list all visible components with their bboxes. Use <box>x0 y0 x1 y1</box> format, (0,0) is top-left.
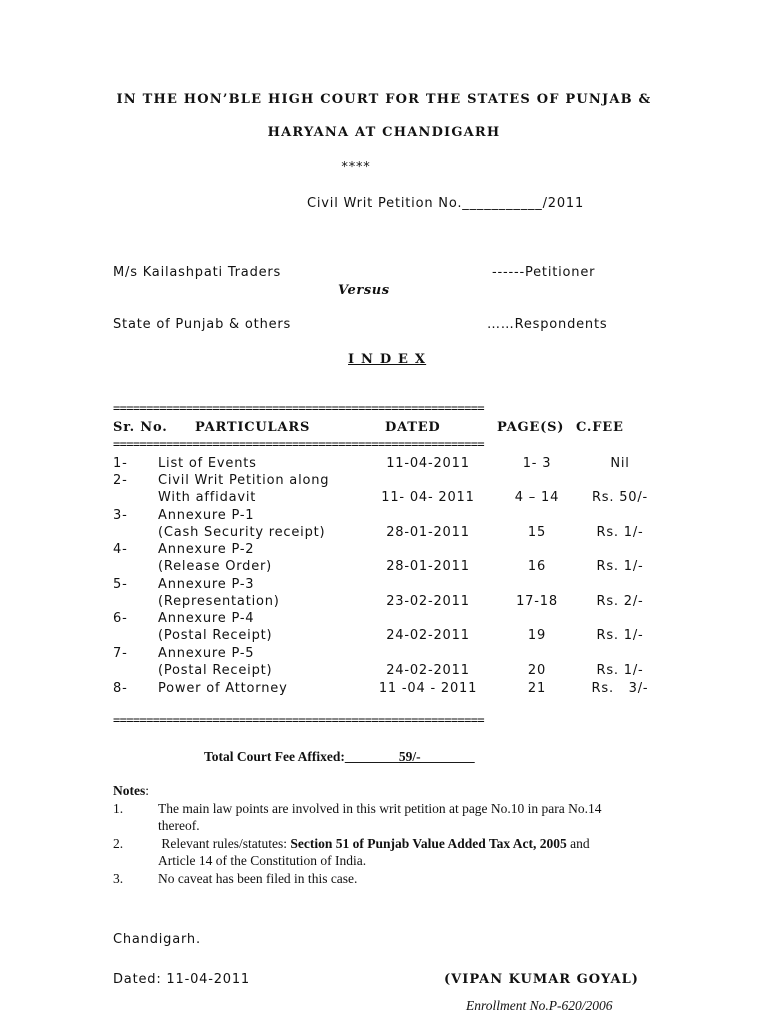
row-particulars: (Postal Receipt) <box>158 663 273 678</box>
respondent-name: State of Punjab & others <box>113 317 292 332</box>
row-particulars: Annexure P-5 <box>158 646 255 661</box>
notes-heading <box>113 783 149 799</box>
total-label: Total Court Fee Affixed: <box>204 749 345 764</box>
header-pages: PAGE(S) <box>497 420 565 435</box>
row-particulars: Annexure P-3 <box>158 577 255 592</box>
row-pages: 15 <box>527 525 547 540</box>
stars-separator: **** <box>341 160 371 175</box>
row-pages: 16 <box>527 559 547 574</box>
note-1-line1: The main law points are involved in this writ petition at page No.10 in para No.14 <box>158 801 602 816</box>
table-rule-bottom: ======================================================== <box>113 713 484 727</box>
row-pages: 19 <box>527 628 547 643</box>
note-2-statute: Section 51 of Punjab Value Added Tax Act, 2005 <box>290 836 567 851</box>
enrollment-number: Enrollment No.P-620/2006 <box>466 998 613 1013</box>
court-title-line1: IN THE HON’BLE HIGH COURT FOR THE STATES OF PUNJAB & <box>116 92 652 107</box>
note-3-num: 3. <box>113 871 124 886</box>
note-1-line2: thereof. <box>158 818 200 833</box>
row-fee: Rs. 1/- <box>596 525 644 540</box>
row-sr: 3- <box>113 508 128 523</box>
table-rule-header: ======================================================== <box>113 437 484 451</box>
table-rule-top: ======================================================== <box>113 401 484 415</box>
notes-colon: : <box>145 783 150 798</box>
notes-title: Notes <box>113 783 146 798</box>
row-dated: 24-02-2011 <box>386 628 470 643</box>
row-dated: 28-01-2011 <box>386 525 470 540</box>
row-pages: 4 – 14 <box>514 490 560 505</box>
row-sr: 6- <box>113 611 128 626</box>
row-fee: Rs. 1/- <box>596 559 644 574</box>
petition-number: Civil Writ Petition No.___________/2011 <box>307 196 585 211</box>
total-blank-right: ________ <box>420 749 475 764</box>
row-particulars: Annexure P-4 <box>158 611 255 626</box>
row-particulars: (Release Order) <box>158 559 273 574</box>
note-1-num: 1. <box>113 801 124 816</box>
header-dated: DATED <box>385 420 441 435</box>
row-dated: 11 -04 - 2011 <box>378 681 478 696</box>
row-particulars: Annexure P-1 <box>158 508 255 523</box>
total-court-fee <box>204 749 475 765</box>
row-particulars: Power of Attorney <box>158 681 288 696</box>
row-particulars: With affidavit <box>158 490 257 505</box>
note-2-num: 2. <box>113 836 124 851</box>
note-2-pre: Relevant rules/statutes: <box>158 836 291 851</box>
row-dated: 23-02-2011 <box>386 594 470 609</box>
court-title-line2: HARYANA AT CHANDIGARH <box>267 125 501 140</box>
row-pages: 1- 3 <box>522 456 552 471</box>
note-2-line1 <box>158 836 590 852</box>
header-sr-no: Sr. No. <box>113 420 168 435</box>
row-sr: 8- <box>113 681 128 696</box>
note-3-line1: No caveat has been filed in this case. <box>158 871 358 886</box>
row-dated: 28-01-2011 <box>386 559 470 574</box>
row-sr: 5- <box>113 577 128 592</box>
row-dated: 11-04-2011 <box>386 456 470 471</box>
row-pages: 17-18 <box>516 594 558 609</box>
total-value: 59/- <box>398 749 421 764</box>
row-pages: 21 <box>527 681 547 696</box>
petitioner-role: ------Petitioner <box>492 265 596 280</box>
row-fee: Rs. 3/- <box>591 681 649 696</box>
note-2-line2: Article 14 of the Constitution of India. <box>158 853 367 868</box>
row-sr: 7- <box>113 646 128 661</box>
row-particulars: Civil Writ Petition along <box>158 473 330 488</box>
row-sr: 4- <box>113 542 128 557</box>
row-particulars: (Cash Security receipt) <box>158 525 326 540</box>
total-blank-left: ________ <box>344 749 399 764</box>
dated-label: Dated: 11-04-2011 <box>113 972 250 987</box>
petitioner-name: M/s Kailashpati Traders <box>113 265 282 280</box>
index-title: I N D E X <box>348 352 427 367</box>
place-label: Chandigarh. <box>113 932 201 947</box>
row-particulars: Annexure P-2 <box>158 542 255 557</box>
row-sr: 1- <box>113 456 128 471</box>
row-dated: 11- 04- 2011 <box>381 490 475 505</box>
advocate-name: (VIPAN KUMAR GOYAL) <box>444 972 639 987</box>
row-particulars: (Postal Receipt) <box>158 628 273 643</box>
row-fee: Nil <box>610 456 630 471</box>
header-fee: C.FEE <box>576 420 624 435</box>
row-fee: Rs. 2/- <box>596 594 644 609</box>
respondent-role: ……Respondents <box>487 317 608 332</box>
row-pages: 20 <box>527 663 547 678</box>
row-particulars: (Representation) <box>158 594 280 609</box>
note-2-post: and <box>566 836 590 851</box>
versus-label: Versus <box>338 283 390 298</box>
row-sr: 2- <box>113 473 128 488</box>
row-fee: Rs. 50/- <box>591 490 649 505</box>
row-fee: Rs. 1/- <box>596 628 644 643</box>
row-fee: Rs. 1/- <box>596 663 644 678</box>
header-particulars: PARTICULARS <box>195 420 311 435</box>
row-particulars: List of Events <box>158 456 257 471</box>
row-dated: 24-02-2011 <box>386 663 470 678</box>
